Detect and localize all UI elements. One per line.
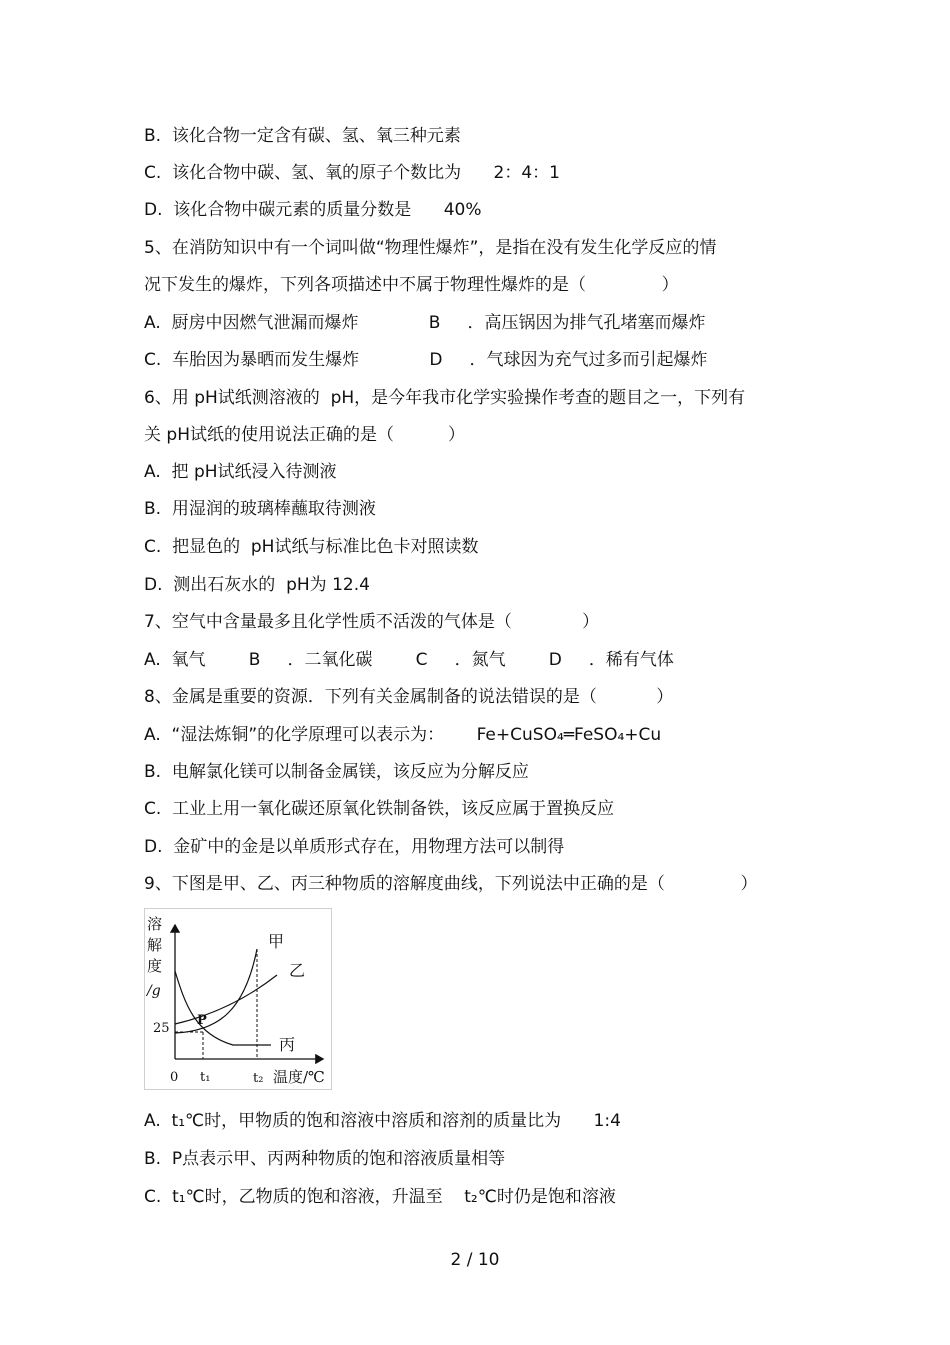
y-label-unit: /g	[147, 983, 161, 999]
question-7-stem: 7、空气中含量最多且化学性质不活泼的气体是（ ）	[144, 612, 600, 632]
t1-label: t₁	[200, 1070, 211, 1085]
y-label-char-1: 溶	[147, 915, 163, 933]
option-4d: D. 该化合物中碳元素的质量分数是 40%	[144, 200, 482, 220]
option-6d: D. 测出石灰水的 pH为 12.4	[144, 575, 370, 595]
y-label-char-3: 度	[147, 957, 163, 975]
question-5-options-ab: A. 厨房中因燃气泄漏而爆炸 B ．高压锅因为排气孔堵塞而爆炸	[144, 313, 706, 333]
option-9a: A. t₁℃时，甲物质的饱和溶液中溶质和溶剂的质量比为 1:4	[144, 1111, 621, 1131]
option-8c: C. 工业上用一氧化碳还原氧化铁制备铁，该反应属于置换反应	[144, 799, 615, 819]
option-8d: D. 金矿中的金是以单质形式存在，用物理方法可以制得	[144, 837, 565, 857]
question-6-stem-line2: 关 pH试纸的使用说法正确的是（ ）	[144, 425, 466, 445]
origin-label: 0	[170, 1070, 179, 1085]
option-6a: A. 把 pH试纸浸入待测液	[144, 462, 337, 482]
question-9-stem: 9、下图是甲、乙、丙三种物质的溶解度曲线，下列说法中正确的是（ ）	[144, 874, 758, 894]
curve-yi-label: 乙	[289, 961, 306, 980]
option-6b: B. 用湿润的玻璃棒蘸取待测液	[144, 499, 376, 519]
option-8a: A. “湿法炼铜”的化学原理可以表示为： Fe+CuSO₄═FeSO₄+Cu	[144, 725, 662, 745]
option-8b: B. 电解氯化镁可以制备金属镁，该反应为分解反应	[144, 762, 529, 782]
y-label-char-2: 解	[147, 936, 163, 954]
question-8-stem: 8、金属是重要的资源．下列有关金属制备的说法错误的是（ ）	[144, 687, 674, 707]
option-4c: C. 该化合物中碳、氢、氧的原子个数比为 2：4：1	[144, 163, 560, 183]
option-6c: C. 把显色的 pH试纸与标准比色卡对照读数	[144, 537, 479, 557]
solubility-curve-svg	[145, 909, 331, 1089]
option-9c: C. t₁℃时，乙物质的饱和溶液，升温至 t₂℃时仍是饱和溶液	[144, 1187, 616, 1207]
option-9b: B. P点表示甲、丙两种物质的饱和溶液质量相等	[144, 1149, 506, 1169]
option-4b: B. 该化合物一定含有碳、氢、氧三种元素	[144, 126, 461, 146]
curve-jia-label: 甲	[268, 932, 285, 951]
y-tick-25: 25	[153, 1021, 170, 1036]
t2-label: t₂	[253, 1071, 264, 1086]
solubility-curve-figure	[144, 908, 332, 1090]
curve-bing-label: 丙	[279, 1035, 296, 1054]
question-7-options: A. 氧气 B ．二氧化碳 C ．氮气 D ．稀有气体	[144, 650, 674, 670]
page-number: 2 / 10	[450, 1250, 500, 1270]
question-6-stem-line1: 6、用 pH试纸测溶液的 pH，是今年我市化学实验操作考查的题目之一，下列有	[144, 388, 746, 408]
question-5-stem-line2: 况下发生的爆炸，下列各项描述中不属于物理性爆炸的是（ ）	[144, 275, 679, 295]
question-5-stem-line1: 5、在消防知识中有一个词叫做“物理性爆炸”，是指在没有发生化学反应的情	[144, 238, 717, 258]
curve-yi	[175, 975, 277, 1024]
x-axis-label: 温度/℃	[273, 1068, 325, 1086]
question-5-options-cd: C. 车胎因为暴晒而发生爆炸 D ．气球因为充气过多而引起爆炸	[144, 350, 708, 370]
point-p-label: P	[197, 1013, 207, 1028]
